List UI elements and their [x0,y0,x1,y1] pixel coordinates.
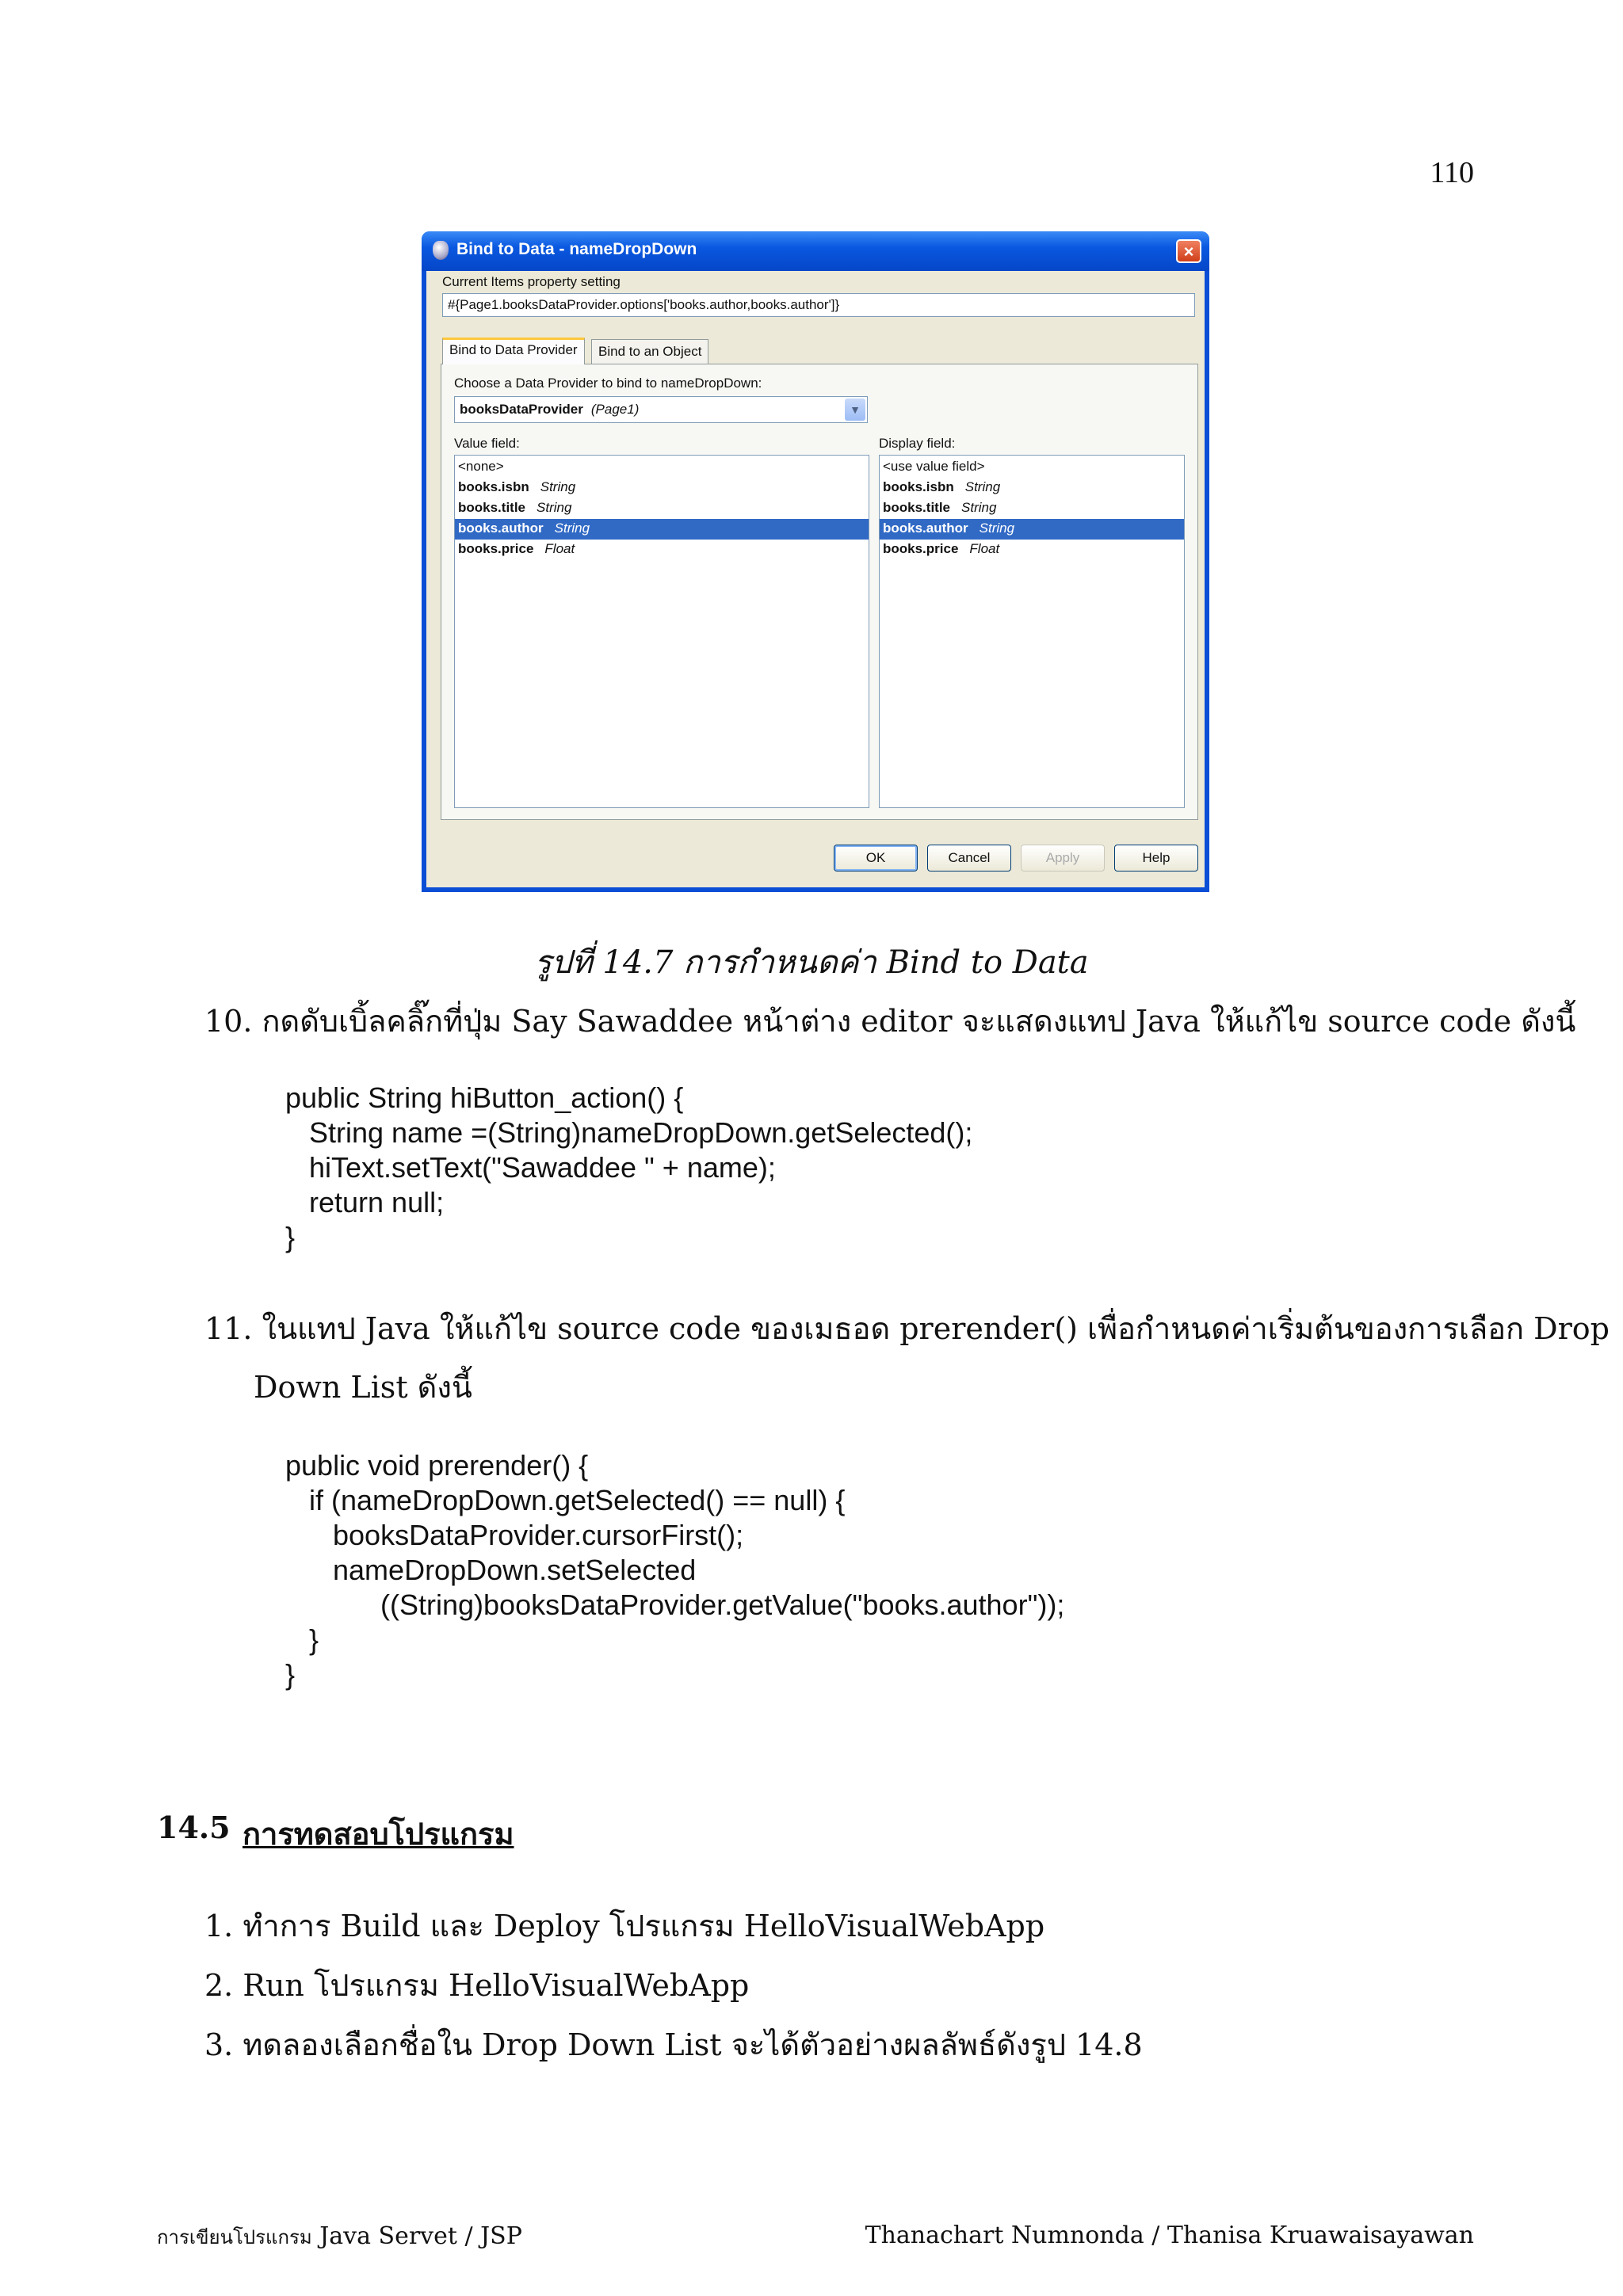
data-provider-select[interactable] [454,396,868,423]
display-field-item-type: String [979,521,1015,536]
display-field-item[interactable] [880,540,1184,560]
dialog-client [426,271,1205,887]
step-11-line-2: Down List ดังนี้ [254,1370,472,1405]
current-items-field[interactable]: #{Page1.booksDataProvider.options['books.author,books.author']} [442,293,1195,317]
choose-provider-label: Choose a Data Provider to bind to nameDropDown: [454,376,762,391]
display-field-label: Display field: [879,436,956,451]
footer-left-small: การเขียนโปรแกรม [157,2226,312,2248]
dialog-titlebar [422,231,1209,271]
tab-bind-to-data-provider[interactable]: Bind to Data Provider [442,338,585,364]
dialog-title: Bind to Data - nameDropDown [456,240,697,258]
apply-button: Apply [1021,845,1105,871]
display-field-item-name: books.title [883,500,951,515]
value-field-item-type: Float [544,541,575,556]
chevron-down-icon[interactable]: ▼ [845,399,865,421]
display-field-item-type: String [964,479,1001,494]
display-field-item[interactable] [880,457,1184,478]
provider-name: booksDataProvider [460,402,583,417]
display-field-item-name: books.price [883,541,959,556]
display-field-list[interactable] [879,455,1185,808]
bind-to-data-dialog [422,231,1209,892]
value-field-item[interactable] [455,519,869,540]
value-field-item[interactable] [455,478,869,498]
step-11-line-1: 11. ในแทป Java ให้แก้ไข source code ของเมธอด prerender() เพื่อกำหนดค่าเริ่มต้นของการเลือก Drop [204,1311,1610,1346]
test-step-3: 3. ทดลองเลือกชื่อใน Drop Down List จะได้ตัวอย่างผลลัพธ์ดังรูป 14.8 [204,2027,1143,2062]
footer-left-main: Java Servet / JSP [319,2222,522,2250]
value-field-list[interactable] [454,455,869,808]
value-field-item-name: books.author [458,521,544,536]
display-field-item[interactable] [880,478,1184,498]
section-number: 14.5 [157,1810,231,1845]
display-field-item-name: <use value field> [883,459,985,474]
ok-button[interactable]: OK [834,845,918,871]
code-block-hibutton: public String hiButton_action() { String name =(String)nameDropDown.getSelected(); hiText.setText("Sawaddee " + name); return null; } [285,1081,973,1253]
value-field-item[interactable] [455,540,869,560]
value-field-item[interactable] [455,457,869,478]
section-title: การทดสอบโปรแกรม [242,1816,514,1852]
value-field-item-name: books.price [458,541,534,556]
display-field-item-type: Float [969,541,1000,556]
provider-page: (Page1) [590,402,640,417]
value-field-item-name: <none> [458,459,504,474]
code-block-prerender: public void prerender() { if (nameDropDown.getSelected() == null) { booksDataProvider.cursorFirst(); nameDropDown.setSelected ((String)booksDataProvider.getValue("books.author")); } } [285,1449,1065,1691]
help-button[interactable]: Help [1114,845,1198,871]
value-field-item-name: books.title [458,500,526,515]
current-items-label: Current Items property setting [442,274,621,289]
page-number: 110 [1430,156,1474,189]
display-field-item[interactable] [880,519,1184,540]
display-field-item-name: books.isbn [883,479,954,494]
footer-left [157,2222,522,2252]
app-icon [433,241,449,260]
display-field-item[interactable] [880,498,1184,519]
value-field-item-name: books.isbn [458,479,529,494]
display-field-item-type: String [961,500,997,515]
value-field-item[interactable] [455,498,869,519]
step-10: 10. กดดับเบิ้ลคลิ๊กที่ปุ่ม Say Sawaddee หน้าต่าง editor จะแสดงแทป Java ให้แก้ไข source code ดังนี้ [204,1004,1576,1039]
figure-caption: รูปที่ 14.7 การกำหนดค่า Bind to Data [534,944,1089,981]
value-field-item-type: String [540,479,576,494]
value-field-label: Value field: [454,436,520,451]
tab-panel [441,364,1198,820]
tab-bind-to-an-object[interactable]: Bind to an Object [591,339,708,364]
close-icon[interactable]: × [1176,239,1201,263]
value-field-item-type: String [537,500,572,515]
test-step-2: 2. Run โปรแกรม HelloVisualWebApp [204,1968,750,2003]
value-field-item-type: String [554,521,590,536]
test-step-1: 1. ทำการ Build และ Deploy โปรแกรม HelloVisualWebApp [204,1909,1045,1943]
cancel-button[interactable]: Cancel [927,845,1011,871]
display-field-item-name: books.author [883,521,968,536]
footer-right: Thanachart Numnonda / Thanisa Kruawaisayawan [865,2222,1474,2249]
